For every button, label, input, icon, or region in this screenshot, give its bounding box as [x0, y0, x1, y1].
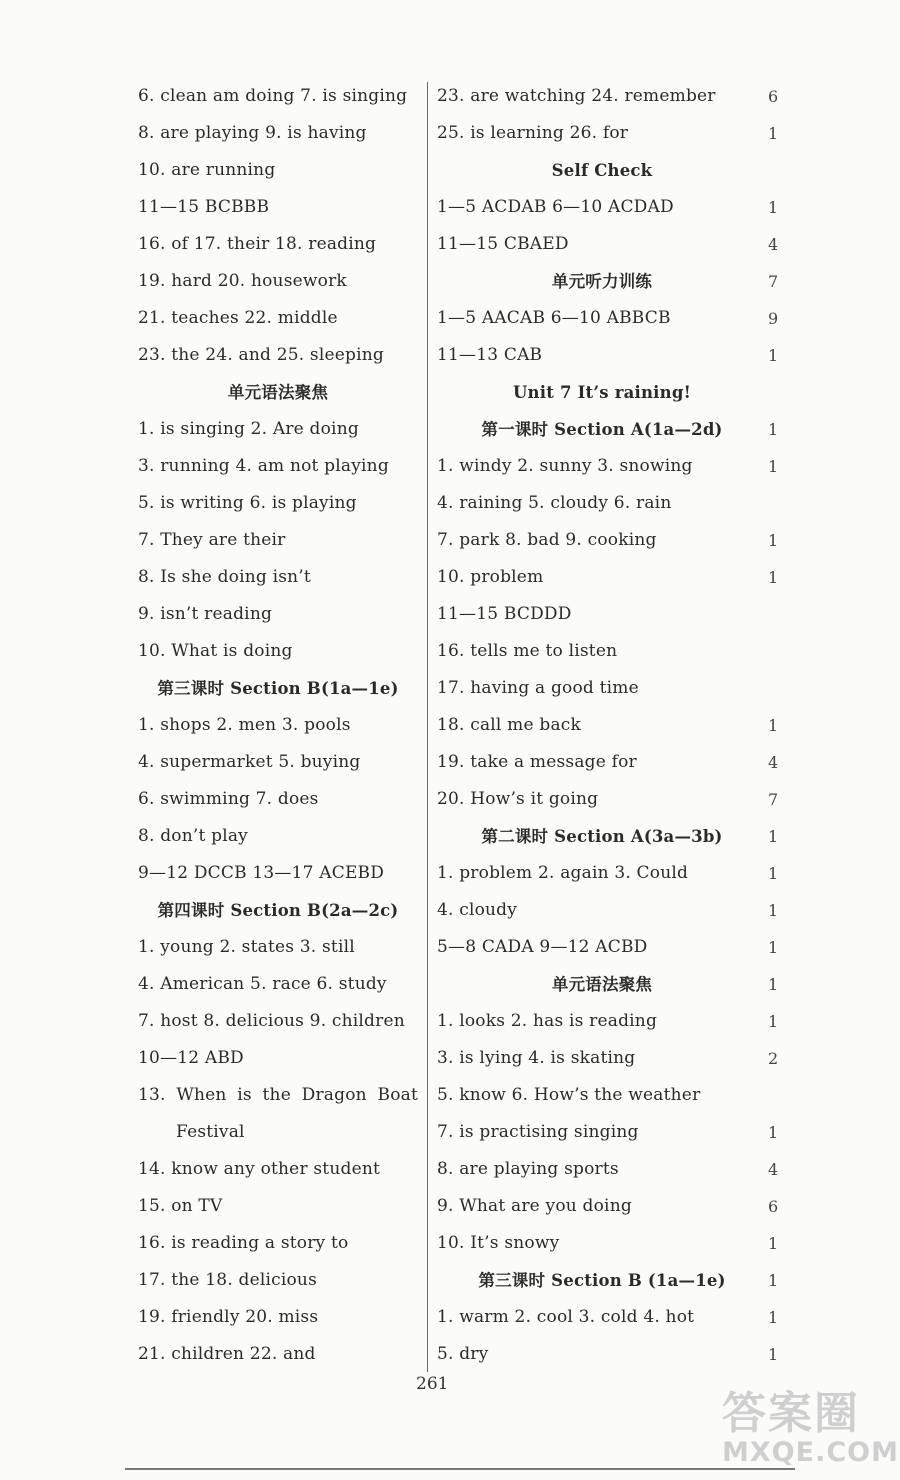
edge-fragment — [768, 670, 782, 707]
edge-fragment: 9 — [768, 309, 779, 328]
left-answer-line: 11—15 BCBBB — [138, 197, 270, 217]
edge-fragment: 6 — [768, 1197, 779, 1216]
right-answer-line: 7. is practising singing — [437, 1122, 639, 1142]
right-answer-line: 5. dry — [437, 1344, 489, 1364]
edge-fragment: 1 — [768, 1123, 779, 1142]
edge-fragment: 7 — [768, 790, 779, 809]
edge-fragment: 4 — [768, 1160, 779, 1179]
left-answer-line: 3. running 4. am not playing — [138, 456, 389, 476]
left-answer-line: 1. young 2. states 3. still — [138, 937, 355, 957]
edge-fragment: 1 — [768, 901, 779, 920]
left-answer-line: 10—12 ABD — [138, 1048, 244, 1068]
edge-fragment: 1 — [768, 420, 779, 439]
right-answer-line: 19. take a message for — [437, 752, 637, 772]
left-answer-line: 16. is reading a story to — [138, 1233, 349, 1253]
edge-fragment: 1 — [768, 1308, 779, 1327]
right-section-heading: 第一课时 Section A(1a—2d) — [481, 420, 723, 439]
right-answer-line: 10. It’s snowy — [437, 1233, 560, 1253]
left-answer-column — [138, 78, 418, 1373]
edge-fragment: 1 — [768, 1234, 779, 1253]
left-section-heading: 第三课时 Section B(1a—1e) — [157, 679, 399, 698]
right-answer-line: 11—13 CAB — [437, 345, 543, 365]
edge-fragment: 1 — [768, 346, 779, 365]
edge-fragment: 7 — [768, 272, 779, 291]
left-answer-line: 8. Is she doing isn’t — [138, 567, 311, 587]
edge-fragment: 6 — [768, 87, 779, 106]
left-section-heading: 第四课时 Section B(2a—2c) — [157, 901, 399, 920]
edge-fragment — [768, 374, 782, 411]
right-answer-line: 5. know 6. How’s the weather — [437, 1085, 701, 1105]
left-answer-line: 19. friendly 20. miss — [138, 1307, 319, 1327]
edge-fragment: 1 — [768, 198, 779, 217]
right-answer-line: 11—15 CBAED — [437, 234, 569, 254]
right-section-heading: 单元听力训练 — [551, 272, 653, 291]
edge-fragment — [768, 152, 782, 189]
edge-fragment — [768, 596, 782, 633]
edge-fragment: 1 — [768, 827, 779, 846]
left-answer-line: 10. are running — [138, 160, 276, 180]
right-answer-line: 20. How’s it going — [437, 789, 599, 809]
cropped-edge-column — [768, 78, 782, 1373]
right-answer-line: 1. warm 2. cool 3. cold 4. hot — [437, 1307, 695, 1327]
left-answer-line: 4. American 5. race 6. study — [138, 974, 387, 994]
left-answer-line: 1. shops 2. men 3. pools — [138, 715, 351, 735]
bottom-rule — [125, 1468, 795, 1470]
right-answer-line: 3. is lying 4. is skating — [437, 1048, 636, 1068]
edge-fragment: 2 — [768, 1049, 779, 1068]
right-answer-line: 23. are watching 24. remember — [437, 86, 716, 106]
edge-fragment: 1 — [768, 1012, 779, 1031]
left-answer-line: 21. teaches 22. middle — [138, 308, 338, 328]
edge-fragment — [768, 1077, 782, 1114]
left-answer-line: 9—12 DCCB 13—17 ACEBD — [138, 863, 385, 883]
left-answer-line: 14. know any other student — [138, 1159, 381, 1179]
right-answer-line: 5—8 CADA 9—12 ACBD — [437, 937, 648, 957]
watermark-glyphs: 答案圈 — [722, 1388, 860, 1439]
edge-fragment: 1 — [768, 457, 779, 476]
watermark-logo — [722, 1388, 899, 1470]
edge-fragment — [768, 633, 782, 670]
right-section-heading: Unit 7 It’s raining! — [512, 383, 692, 402]
edge-fragment: 4 — [768, 753, 779, 772]
right-answer-line: 18. call me back — [437, 715, 581, 735]
right-answer-column — [437, 78, 767, 1373]
edge-fragment: 1 — [768, 124, 779, 143]
right-answer-line: 4. cloudy — [437, 900, 518, 920]
right-section-heading: Self Check — [551, 161, 653, 180]
left-answer-line: 13. When is the Dragon Boat — [138, 1085, 418, 1105]
left-answer-line: 4. supermarket 5. buying — [138, 752, 361, 772]
edge-fragment: 1 — [768, 1271, 779, 1290]
left-answer-line: 7. They are their — [138, 530, 286, 550]
left-section-heading: 单元语法聚焦 — [227, 383, 329, 402]
right-answer-line: 1. looks 2. has is reading — [437, 1011, 658, 1031]
watermark-url: MXQE.COM — [722, 1437, 899, 1468]
right-section-heading: 单元语法聚焦 — [551, 975, 653, 994]
edge-fragment: 4 — [768, 235, 779, 254]
right-answer-line: 7. park 8. bad 9. cooking — [437, 530, 657, 550]
right-answer-line: 16. tells me to listen — [437, 641, 618, 661]
left-answer-line: 9. isn’t reading — [138, 604, 273, 624]
right-section-heading: 第三课时 Section B (1a—1e) — [478, 1271, 726, 1290]
left-answer-line: 10. What is doing — [138, 641, 293, 661]
left-answer-line: 21. children 22. and — [138, 1344, 316, 1364]
right-answer-line: 1—5 AACAB 6—10 ABBCB — [437, 308, 671, 328]
left-answer-line: 1. is singing 2. Are doing — [138, 419, 359, 439]
left-answer-line: 6. swimming 7. does — [138, 789, 319, 809]
left-answer-line: 23. the 24. and 25. sleeping — [138, 345, 384, 365]
edge-fragment: 1 — [768, 938, 779, 957]
left-answer-line: 6. clean am doing 7. is singing — [138, 86, 408, 106]
left-answer-line: 15. on TV — [138, 1196, 223, 1216]
edge-fragment: 1 — [768, 864, 779, 883]
right-answer-line: 1. windy 2. sunny 3. snowing — [437, 456, 693, 476]
edge-fragment: 1 — [768, 716, 779, 735]
right-answer-line: 10. problem — [437, 567, 544, 587]
page-number: 261 — [416, 1374, 449, 1394]
edge-fragment: 1 — [768, 568, 779, 587]
right-answer-line: 1—5 ACDAB 6—10 ACDAD — [437, 197, 674, 217]
right-answer-line: 1. problem 2. again 3. Could — [437, 863, 689, 883]
left-answer-line: 16. of 17. their 18. reading — [138, 234, 377, 254]
edge-fragment: 1 — [768, 1345, 779, 1364]
column-divider — [427, 82, 428, 1372]
left-answer-line: 5. is writing 6. is playing — [138, 493, 357, 513]
right-section-heading: 第二课时 Section A(3a—3b) — [481, 827, 723, 846]
right-answer-line: 9. What are you doing — [437, 1196, 632, 1216]
right-answer-line: 17. having a good time — [437, 678, 639, 698]
left-answer-line: 19. hard 20. housework — [138, 271, 347, 291]
right-answer-line: 11—15 BCDDD — [437, 604, 572, 624]
left-answer-line: Festival — [176, 1122, 245, 1142]
left-answer-line: 8. are playing 9. is having — [138, 123, 367, 143]
edge-fragment: 1 — [768, 531, 779, 550]
left-answer-line: 17. the 18. delicious — [138, 1270, 318, 1290]
edge-fragment: 1 — [768, 975, 779, 994]
right-answer-line: 8. are playing sports — [437, 1159, 619, 1179]
left-answer-line: 8. don’t play — [138, 826, 248, 846]
right-answer-line: 4. raining 5. cloudy 6. rain — [437, 493, 672, 513]
right-answer-line: 25. is learning 26. for — [437, 123, 629, 143]
edge-fragment — [768, 485, 782, 522]
left-answer-line: 7. host 8. delicious 9. children — [138, 1011, 405, 1031]
